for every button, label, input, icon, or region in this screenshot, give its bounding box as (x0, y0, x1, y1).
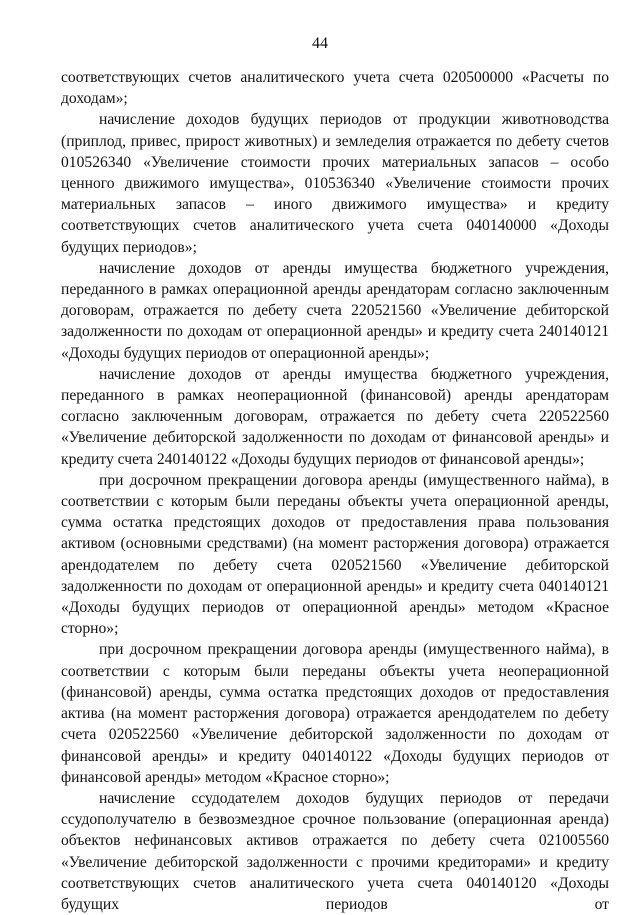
paragraph-continuation: соответствующих счетов аналитического учета счета 020500000 «Расчеты по доходам»; (61, 69, 609, 108)
paragraph-finance-lease-termination: при досрочном прекращении договора аренды (имущественного найма), в соответствии с которым были переданы объекты учета неоперационной (финансовой) аренды, сумма остатка предстоящих доходов от предоставления актива (на момент расторжения договора) отражается арендодателем по дебету счета 020522560 «Увеличение дебиторской задолженности по доходам от финансовой аренды» и кредиту 040140122 «Доходы будущих периодов от финансовой аренды» методом «Красное сторно»; (61, 641, 609, 786)
paragraph-operating-lease-income: начисление доходов от аренды имущества бюджетного учреждения, переданного в рамках операционной аренды арендаторам согласно заключенным договорам, отражается по дебету счета 220521560 «Увеличение дебиторской задолженности по доходам от операционной аренды» и кредиту счета 240140121 «Доходы будущих периодов от операционной аренды»; (61, 259, 609, 362)
paragraph-livestock-income: начисление доходов будущих периодов от продукции животноводства (приплод, привес, прирост животных) и земледелия отражается по дебету счетов 010526340 «Увеличение стоимости прочих материальных запасов – особо ценного движимого имущества», 010536340 «Увеличение стоимости прочих материальных запасов – иного движимого имущества» и кредиту соответствующих счетов аналитического учета счета 040140000 «Доходы будущих периодов»; (61, 111, 609, 256)
paragraph-finance-lease-income: начисление доходов от аренды имущества бюджетного учреждения, переданного в рамках неоперационной (финансовой) аренды арендаторам согласно заключенным договорам, отражается по дебету счета 220522560 «Увеличение дебиторской задолженности по доходам от финансовой аренды» и кредиту счета 240140122 «Доходы будущих периодов от финансовой аренды»; (61, 365, 609, 468)
body-text (61, 67, 609, 915)
paragraph-gratuitous-use-income: начисление ссудодателем доходов будущих периодов от передачи ссудополучателю в безвозмездное срочное пользование (операционная аренда) объектов нефинансовых активов отражается по дебету счета 021005560 «Увеличение дебиторской задолженности с прочими кредиторами» и кредиту соответствующих счетов аналитического учета счета 040140120 «Доходы будущих периодов от (61, 789, 609, 913)
paragraph-operating-lease-termination: при досрочном прекращении договора аренды (имущественного найма), в соответствии с которым были переданы объекты учета операционной аренды, сумма остатка предстоящих доходов от предоставления права пользования активом (основными средствами) (на момент расторжения договора) отражается арендодателем по дебету счета 020521560 «Увеличение дебиторской задолженности по доходам от операционной аренды» и кредиту счета 040140121 «Доходы будущих периодов от операционной аренды» методом «Красное сторно»; (61, 471, 609, 638)
page-number: 44 (312, 35, 328, 52)
